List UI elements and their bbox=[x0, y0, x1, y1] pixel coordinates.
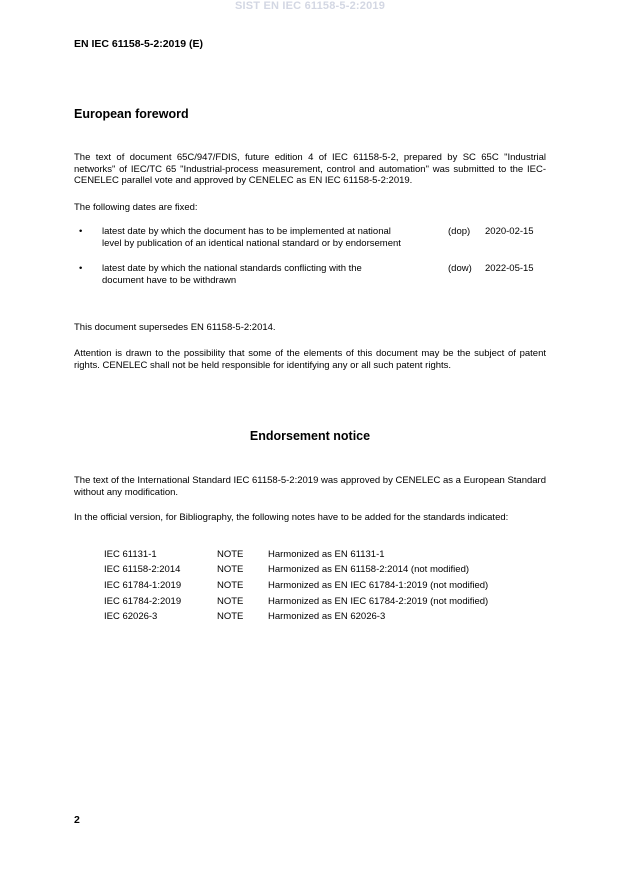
date-item-line: level by publication of an identical national standard or by endorsement bbox=[102, 237, 401, 249]
date-item-line: latest date by which the document has to be implemented at national bbox=[102, 226, 391, 237]
standard-ref: IEC 61158-2:2014 bbox=[104, 564, 181, 575]
table-row bbox=[0, 562, 620, 577]
table-row bbox=[0, 547, 620, 562]
page-number: 2 bbox=[74, 814, 80, 826]
supersedes-text: This document supersedes EN 61158-5-2:2014. bbox=[74, 322, 276, 333]
note-text: Harmonized as EN 61158-2:2014 (not modified) bbox=[268, 564, 470, 575]
document-id: EN IEC 61158-5-2:2019 (E) bbox=[74, 38, 203, 50]
dates-intro: The following dates are fixed: bbox=[74, 202, 198, 213]
note-text: Harmonized as EN 62026-3 bbox=[268, 611, 386, 622]
table-row bbox=[0, 578, 620, 593]
note-text: Harmonized as EN IEC 61784-2:2019 (not modified) bbox=[268, 596, 489, 607]
table-row bbox=[0, 594, 620, 609]
standard-ref: IEC 62026-3 bbox=[104, 611, 158, 622]
watermark: SIST EN IEC 61158-5-2:2019 bbox=[234, 0, 386, 12]
note-label: NOTE bbox=[217, 564, 244, 575]
note-label: NOTE bbox=[217, 549, 244, 560]
endorsement-text: The text of the International Standard IEC 61158-5-2:2019 was approved by CENELEC as a European Standard without any modification. bbox=[74, 475, 546, 498]
date-item-line: document have to be withdrawn bbox=[102, 274, 237, 286]
standard-ref: IEC 61131-1 bbox=[104, 549, 157, 560]
date-item-line: latest date by which the national standards conflicting with the bbox=[102, 263, 362, 274]
date-abbr: (dop) bbox=[448, 226, 471, 237]
note-label: NOTE bbox=[217, 611, 244, 622]
date-item-text bbox=[102, 226, 437, 249]
foreword-title: European foreword bbox=[74, 107, 189, 121]
attention-text: Attention is drawn to the possibility that some of the elements of this document may be the subject of patent rights. CENELEC shall not be held responsible for identifying any or all such patent rights. bbox=[74, 348, 546, 371]
notes-intro: In the official version, for Bibliography, the following notes have to be added for the standards indicated: bbox=[74, 512, 509, 523]
standard-ref: IEC 61784-2:2019 bbox=[104, 596, 182, 607]
date-item-text bbox=[102, 263, 437, 286]
bullet: • bbox=[79, 226, 83, 237]
bullet: • bbox=[79, 263, 83, 274]
note-text: Harmonized as EN IEC 61784-1:2019 (not modified) bbox=[268, 580, 489, 591]
note-label: NOTE bbox=[217, 596, 244, 607]
table-row bbox=[0, 609, 620, 624]
standard-ref: IEC 61784-1:2019 bbox=[104, 580, 182, 591]
endorsement-title: Endorsement notice bbox=[249, 429, 371, 443]
note-text: Harmonized as EN 61131-1 bbox=[268, 549, 385, 560]
note-label: NOTE bbox=[217, 580, 244, 591]
date-value: 2022-05-15 bbox=[485, 263, 534, 274]
foreword-intro: The text of document 65C/947/FDIS, future edition 4 of IEC 61158-5-2, prepared by SC 65C "Industrial networks" of IEC/TC 65 "Industrial-process measurement, control and automation" was submitted to the IEC-CENELEC parallel vote and approved by CENELEC as EN IEC 61158-5-2:2019. bbox=[74, 152, 546, 186]
date-value: 2020-02-15 bbox=[485, 226, 534, 237]
date-abbr: (dow) bbox=[448, 263, 472, 274]
